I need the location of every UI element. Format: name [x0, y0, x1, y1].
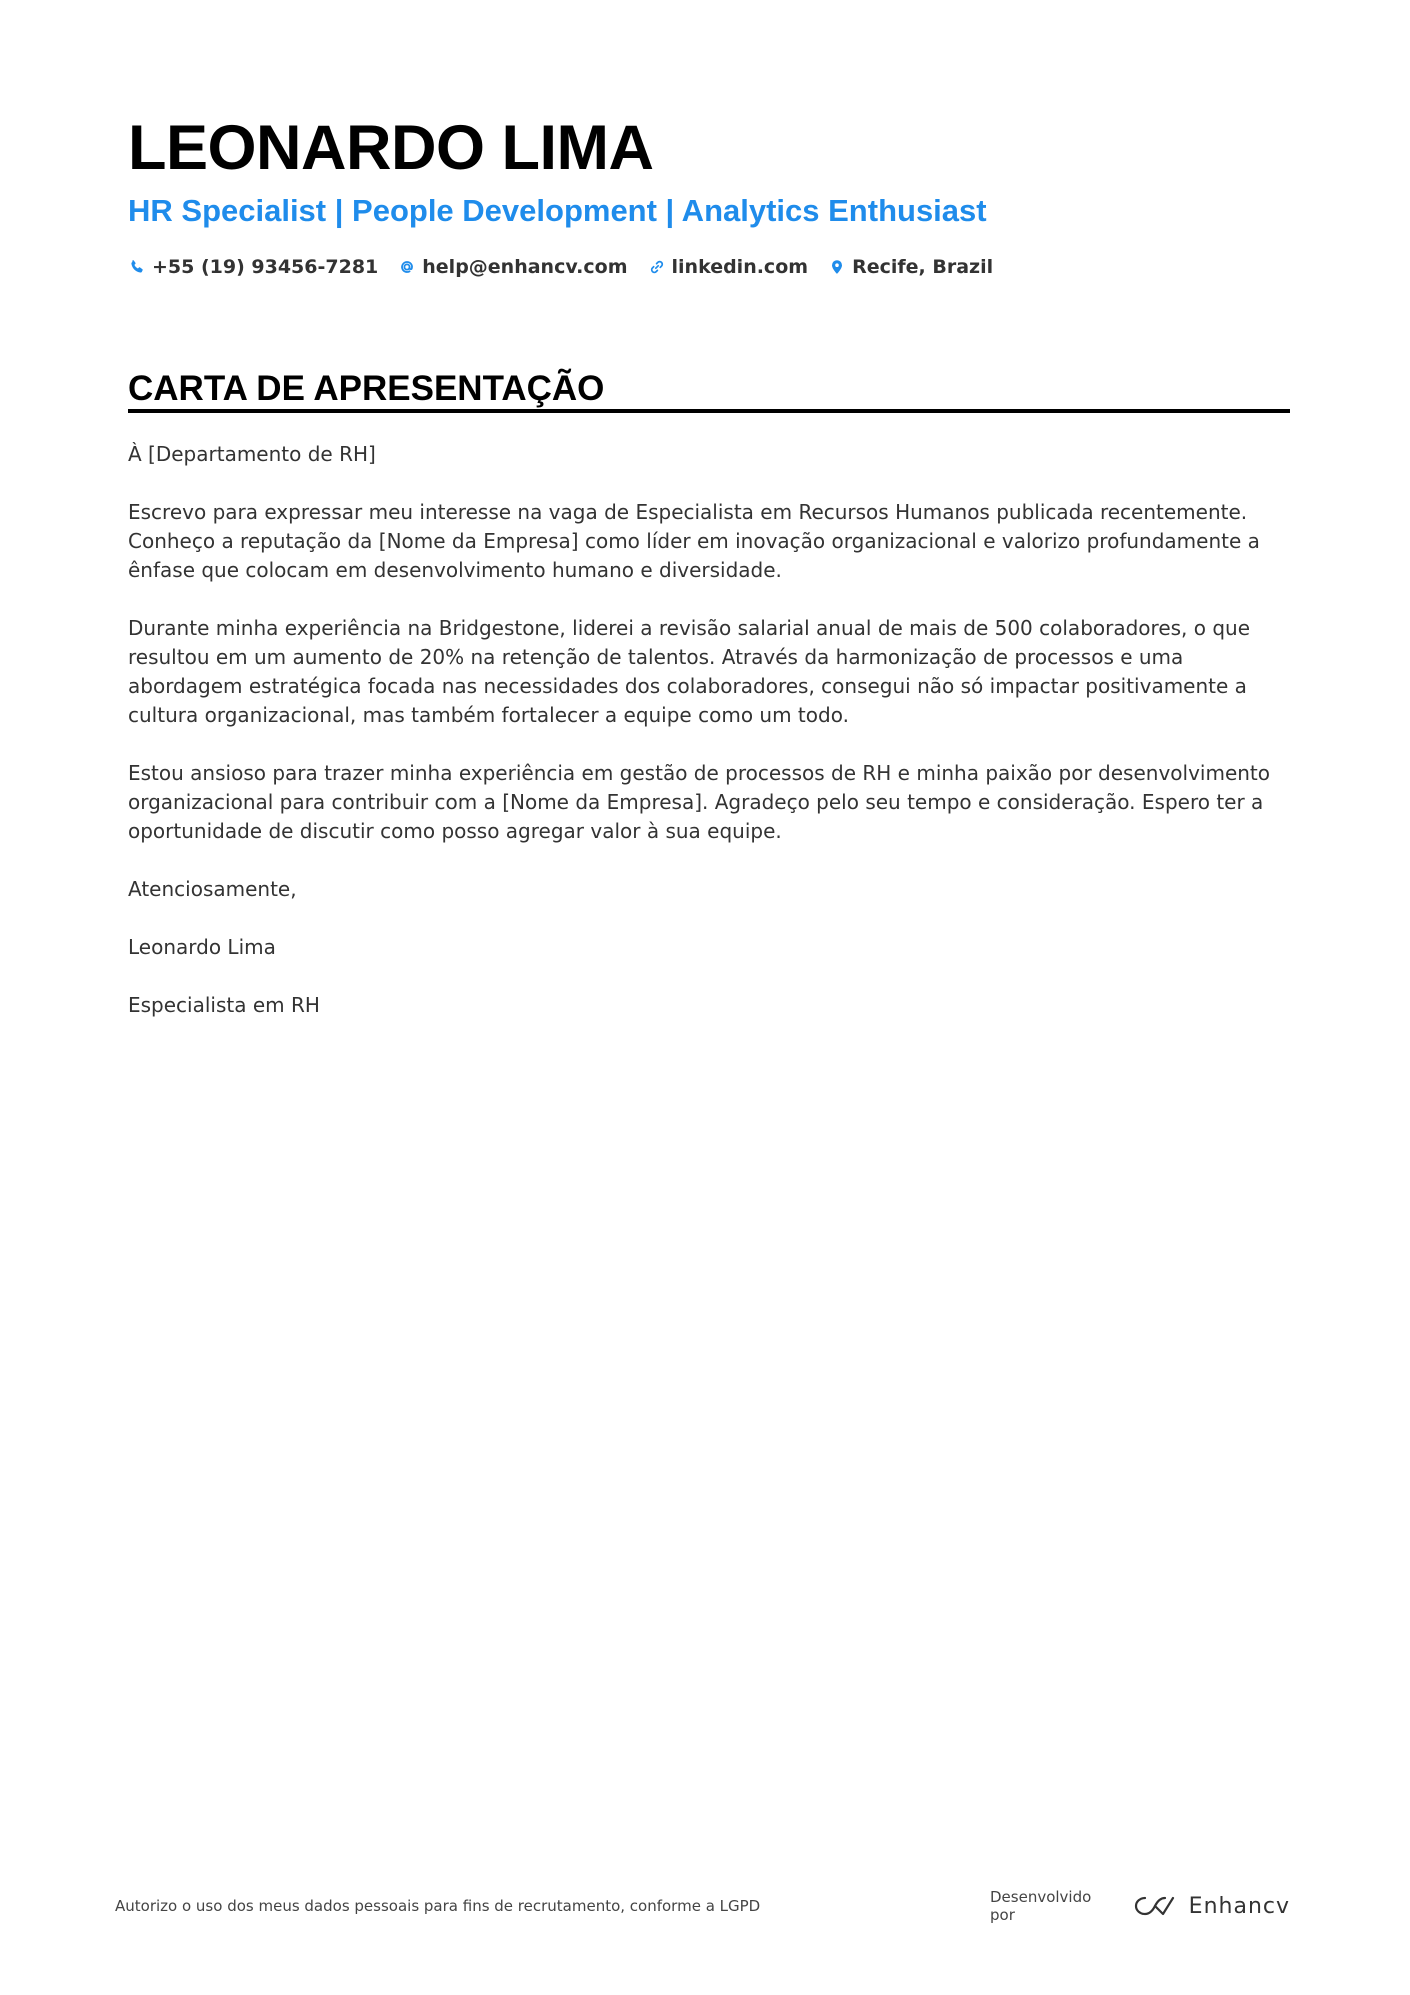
contact-bar: [128, 250, 1013, 284]
phone-icon: [128, 258, 146, 276]
salutation: À [Departamento de RH]: [128, 442, 376, 466]
phone-number: +55 (19) 93456-7281: [152, 256, 379, 278]
section-title: CARTA DE APRESENTAÇÃO: [128, 369, 605, 408]
built-by-footer: [990, 1888, 1290, 1924]
paragraph-closing: Estou ansioso para trazer minha experiência em gestão de processos de RH e minha paixão por desenvolvimento organizacional para contribuir com a [Nome da Empresa]. Agradeço pelo seu tempo e consideração. Espero ter a oportunidade de discutir como posso agregar valor à sua equipe.: [128, 761, 1271, 843]
email-address: help@enhancv.com: [422, 256, 628, 278]
contact-phone: [128, 250, 378, 284]
brand-name: Enhancv: [1188, 1893, 1290, 1919]
enhancv-logo-icon: [1131, 1891, 1179, 1921]
location-pin-icon: [828, 258, 846, 276]
paragraph-experience: Durante minha experiência na Bridgestone, liderei a revisão salarial anual de mais de 500 colaboradores, o que resultou em um aumento de 20% na retenção de talentos. Através da harmonização de processos e uma abordagem estratégica focada nas necessidades dos colaboradores, consegui não só impactar positivamente a cultura organizacional, mas também fortalecer a equipe como um todo.: [128, 616, 1251, 727]
link-icon: [648, 258, 666, 276]
built-by-label: Desenvolvido por: [990, 1888, 1092, 1924]
signature-title: Especialista em RH: [128, 993, 320, 1017]
signature-name: Leonardo Lima: [128, 935, 276, 959]
section-divider: [128, 409, 1290, 413]
contact-linkedin: [648, 250, 809, 284]
contact-email: [398, 250, 627, 284]
paragraph-intro: Escrevo para expressar meu interesse na vaga de Especialista em Recursos Humanos publicada recentemente. Conheço a reputação da [Nome da Empresa] como líder em inovação organizacional e valorizo profundamente a ênfase que colocam em desenvolvimento humano e diversidade.: [128, 500, 1260, 582]
contact-location: [828, 250, 993, 284]
letter-body: [128, 440, 1290, 1049]
privacy-consent: Autorizo o uso dos meus dados pessoais para fins de recrutamento, conforme a LGPD: [115, 1897, 761, 1915]
candidate-name: LEONARDO LIMA: [128, 113, 654, 183]
closing-phrase: Atenciosamente,: [128, 877, 297, 901]
linkedin-url: linkedin.com: [671, 256, 809, 278]
candidate-headline: HR Specialist | People Development | Analytics Enthusiast: [128, 193, 987, 228]
at-icon: [398, 258, 416, 276]
location: Recife, Brazil: [852, 256, 994, 278]
